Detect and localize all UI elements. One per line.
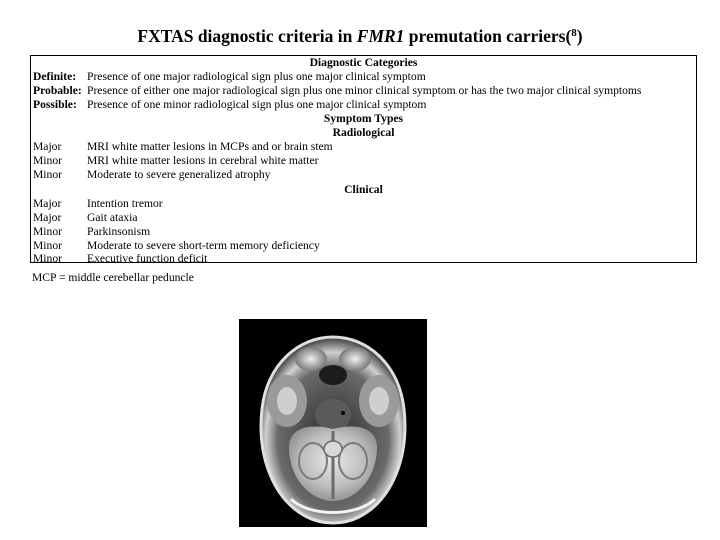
diagnostic-categories-header: Diagnostic Categories [309,56,418,69]
clinical-row [31,239,696,253]
category-label: Probable: [33,84,82,97]
severity-level: Minor [33,168,62,181]
symptom-text: Parkinsonism [87,225,151,238]
category-row [31,70,696,84]
category-row [31,84,696,98]
title-prefix: FXTAS diagnostic criteria in [137,26,357,46]
mri-scan-drawing [239,319,427,527]
title-close: ) [576,26,583,46]
title-suffix: premutation carriers( [404,26,572,46]
clinical-row [31,197,696,211]
radiological-row [31,154,696,168]
page-title [0,26,720,47]
symptom-text: Intention tremor [87,197,163,210]
symptom-text: Executive function deficit [87,252,208,265]
category-label: Possible: [33,98,77,111]
table-footnote: MCP = middle cerebellar peduncle [32,271,194,284]
radiological-row [31,168,696,182]
clinical-row [31,252,696,266]
symptom-text: Moderate to severe short-term memory deficiency [87,239,320,252]
category-row [31,98,696,112]
brain-mri-image [239,319,427,527]
radiological-row [31,140,696,154]
category-text: Presence of either one major radiological sign plus one minor clinical symptom or has the two major clinical symptoms [87,84,642,97]
symptom-text: Moderate to severe generalized atrophy [87,168,271,181]
criteria-table [30,55,697,263]
category-text: Presence of one major radiological sign plus one major clinical symptom [87,70,426,83]
radiological-header: Radiological [332,126,395,139]
clinical-row [31,225,696,239]
severity-level: Major [33,140,62,153]
symptom-text: MRI white matter lesions in cerebral white matter [87,154,319,167]
symptom-text: MRI white matter lesions in MCPs and or brain stem [87,140,333,153]
title-gene: FMR1 [356,26,405,46]
category-text: Presence of one minor radiological sign plus one major clinical symptom [87,98,427,111]
severity-level: Major [33,211,62,224]
severity-level: Minor [33,239,62,252]
clinical-row [31,211,696,225]
symptom-text: Gait ataxia [87,211,138,224]
severity-level: Minor [33,252,62,265]
severity-level: Minor [33,154,62,167]
category-label: Definite: [33,70,77,83]
severity-level: Minor [33,225,62,238]
symptom-types-header: Symptom Types [323,112,404,125]
title-reference: 8 [571,27,577,39]
severity-level: Major [33,197,62,210]
clinical-header: Clinical [344,183,383,196]
